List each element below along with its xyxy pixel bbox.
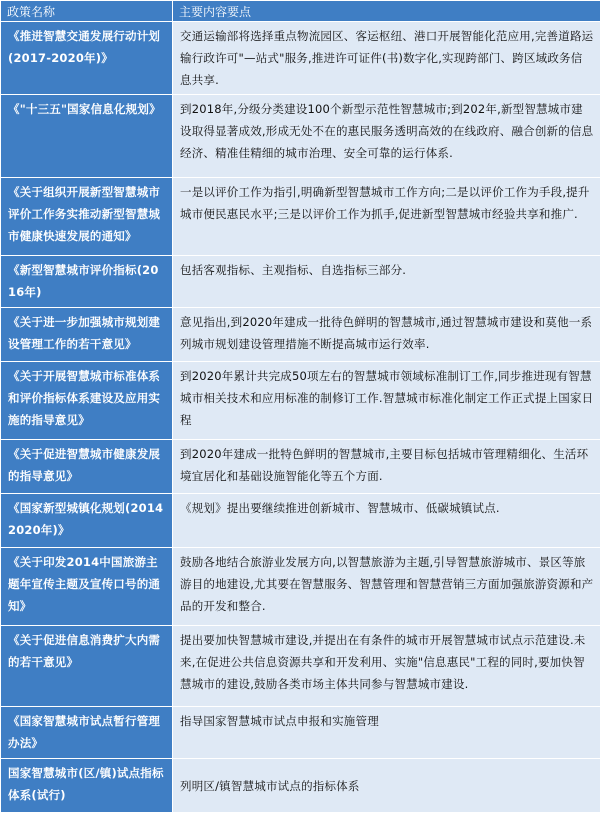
policy-content-cell: 提出要加快智慧城市建设,并提出在有条件的城市开展智慧城市试点示范建设.未来,在促进公共信息资源共享和开发利用、实施"信息惠民"工程的同时,要加快智慧城市的建设,鼓励各类市场主体共同参与智慧城市建设. <box>173 626 600 707</box>
table-row <box>1 362 600 440</box>
table-row <box>1 308 600 362</box>
policy-name-cell: 《关于开展智慧城市标准体系和评价指标体系建设及应用实施的指导意见》 <box>1 362 173 440</box>
table-row <box>1 759 600 813</box>
policy-name-cell: 《"十三五"国家信息化规划》 <box>1 95 173 178</box>
policy-content-cell: 列明区/镇智慧城市试点的指标体系 <box>173 759 600 813</box>
policy-name-cell: 《关于组织开展新型智慧城市评价工作务实推动新型智慧城市健康快速发展的通知》 <box>1 178 173 256</box>
table-row <box>1 494 600 548</box>
policy-name-cell: 国家智慧城市(区/镇)试点指标体系(试行) <box>1 759 173 813</box>
policy-content-cell: 包括客观指标、主观指标、自选指标三部分. <box>173 256 600 308</box>
header-main-content: 主要内容要点 <box>173 1 600 22</box>
table-row <box>1 548 600 626</box>
policy-name-cell: 《新型智慧城市评价指标(2016年) <box>1 256 173 308</box>
policy-content-cell: 到2018年,分级分类建设100个新型示范性智慧城市;到202年,新型智慧城市建设取得显著成效,形成无处不在的惠民服务透明高效的在线政府、融合创新的信息经济、精准佳精细的城市治理、安全可靠的运行体系. <box>173 95 600 178</box>
policy-name-cell: 《关于促进智慧城市健康发展的指导意见》 <box>1 440 173 494</box>
policy-content-cell: 意见指出,到2020年建成一批待色鲜明的智慧城市,通过智慧城市建设和莫他一系列城市规划建设管理措施不断提高城市运行效率. <box>173 308 600 362</box>
policy-name-cell: 《国家智慧城市试点暂行管理办法》 <box>1 707 173 759</box>
table-row <box>1 707 600 759</box>
table-row <box>1 626 600 707</box>
policy-name-cell: 《推进智慧交通发展行动计划(2017-2020年)》 <box>1 22 173 95</box>
header-row <box>1 1 600 22</box>
policy-content-cell: 一是以评价工作为指引,明确新型智慧城市工作方向;二是以评价工作为手段,提升城市便民惠民水平;三是以评价工作为抓手,促进新型智慧城市经验共享和推广. <box>173 178 600 256</box>
policy-name-cell: 《关于促进信息消费扩大内需的若干意见》 <box>1 626 173 707</box>
table-row <box>1 256 600 308</box>
table-row <box>1 440 600 494</box>
policy-content-cell: 到2020年累计共完成50项左右的智慧城市领域标准制订工作,同步推进现有智慧城市相关技术和应用标准的制修订工作.智慧城市标准化制定工作正式提上国家日程 <box>173 362 600 440</box>
policy-name-cell: 《关于进一步加强城市规划建设管理工作的若干意见》 <box>1 308 173 362</box>
policy-name-cell: 《关于印发2014中国旅游主题年宣传主题及宣传口号的通知》 <box>1 548 173 626</box>
table-row <box>1 178 600 256</box>
policy-content-cell: 交通运输部将选择重点物流园区、客运枢纽、港口开展智能化范应用,完善道路运输行政许可"—站式"服务,推进许可证件(书)数字化,实现跨部门、跨区域政务信息共享. <box>173 22 600 95</box>
header-policy-name: 政策名称 <box>1 1 173 22</box>
policy-name-cell: 《国家新型城镇化规划(20142020年)》 <box>1 494 173 548</box>
table-row <box>1 95 600 178</box>
policy-content-cell: 《规划》提出要继续推进创新城市、智慧城市、低碳城镇试点. <box>173 494 600 548</box>
policy-content-cell: 到2020年建成一批特色鲜明的智慧城市,主要目标包括城市管理精细化、生活环境宜居化和基础设施智能化等五个方面. <box>173 440 600 494</box>
policy-content-cell: 鼓励各地结合旅游业发展方向,以智慧旅游为主题,引导智慧旅游城市、景区等旅游目的地建设,尤其要在智慧服务、智慧管理和智慧营销三方面加强旅游资源和产品的开发和整合. <box>173 548 600 626</box>
policy-content-cell: 指导国家智慧城市试点申报和实施管理 <box>173 707 600 759</box>
table-row <box>1 22 600 95</box>
